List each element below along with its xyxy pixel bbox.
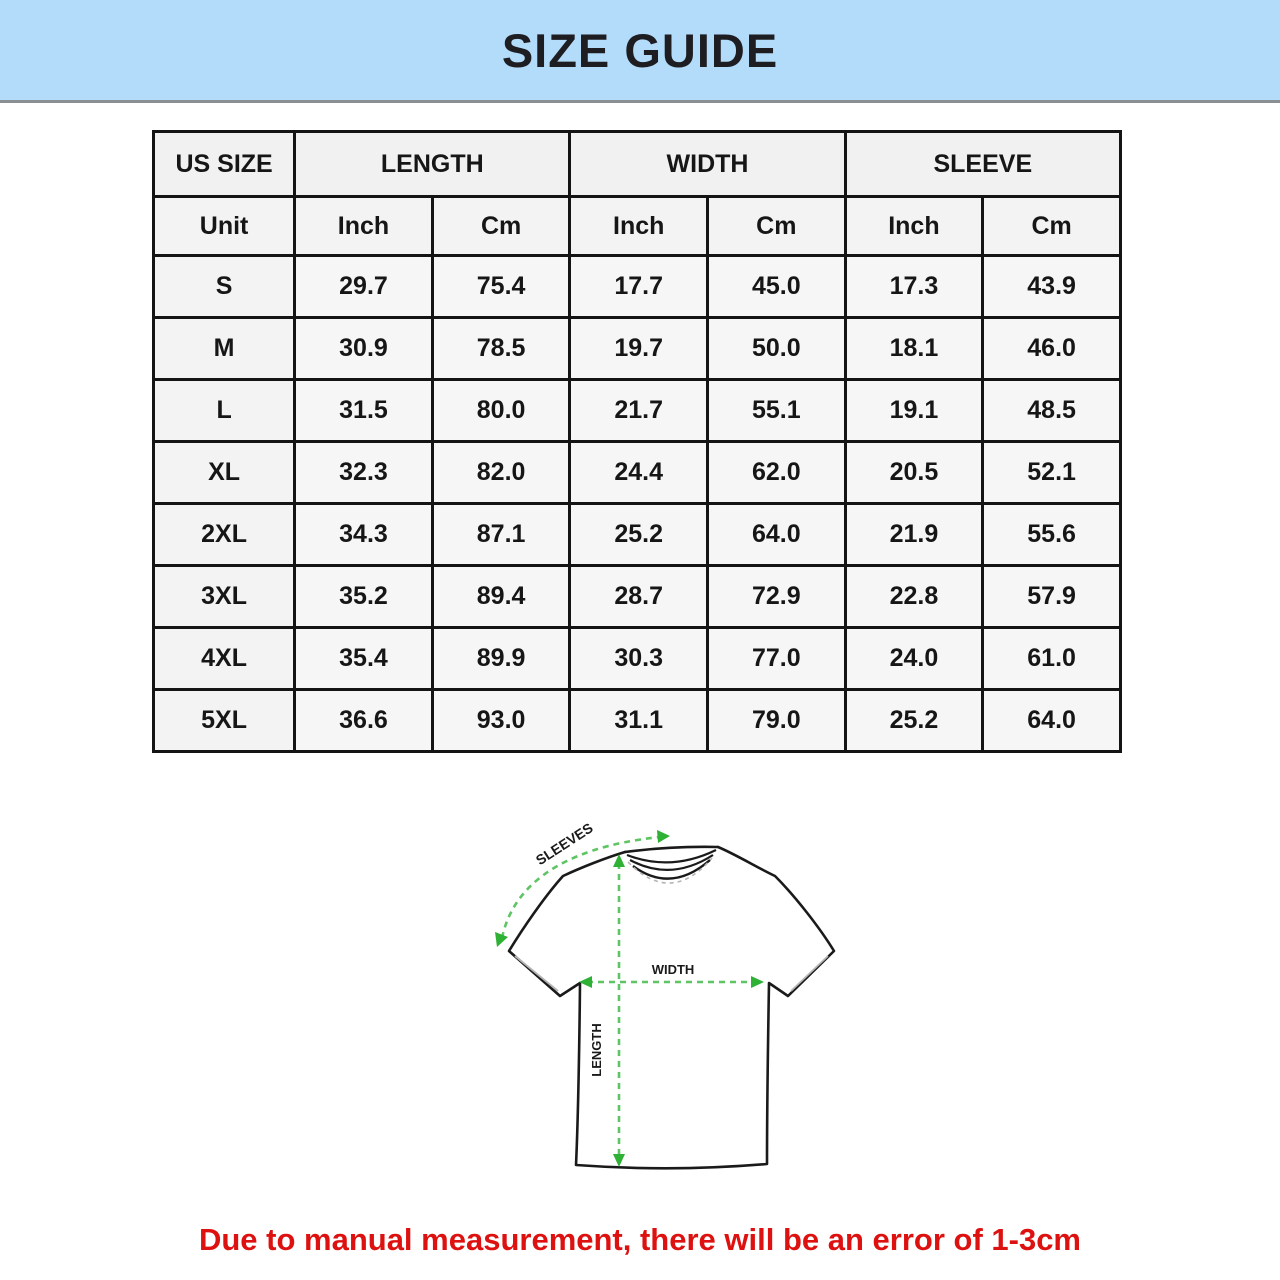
- table-row-2xl: [154, 504, 1121, 566]
- cell-value: 25.2: [570, 504, 708, 566]
- cell-value: 21.7: [570, 380, 708, 442]
- sleeve-inch-header: Inch: [845, 197, 983, 256]
- cell-value: 36.6: [295, 690, 433, 752]
- cell-value: 78.5: [432, 318, 570, 380]
- sleeves-arrowhead-top: [657, 830, 670, 843]
- cell-value: 17.3: [845, 256, 983, 318]
- column-header-sleeve: SLEEVE: [845, 132, 1120, 197]
- sleeves-arrowhead-bottom: [495, 932, 508, 947]
- table-row-m: [154, 318, 1121, 380]
- cell-value: 43.9: [983, 256, 1121, 318]
- table-row-xl: [154, 442, 1121, 504]
- cell-value: 19.1: [845, 380, 983, 442]
- column-header-length: LENGTH: [295, 132, 570, 197]
- cell-value: 46.0: [983, 318, 1121, 380]
- sleeve-cm-header: Cm: [983, 197, 1121, 256]
- cell-value: 21.9: [845, 504, 983, 566]
- cell-value: 24.4: [570, 442, 708, 504]
- cell-value: 64.0: [708, 504, 846, 566]
- cell-value: 28.7: [570, 566, 708, 628]
- measurement-disclaimer: Due to manual measurement, there will be an error of 1-3cm: [198, 1222, 1082, 1257]
- cell-value: 82.0: [432, 442, 570, 504]
- size-guide-banner: [0, 0, 1280, 103]
- column-header-us-size: US SIZE: [154, 132, 295, 197]
- cell-value: 79.0: [708, 690, 846, 752]
- cell-value: 89.9: [432, 628, 570, 690]
- cell-value: 87.1: [432, 504, 570, 566]
- table-row-l: [154, 380, 1121, 442]
- cell-value: 24.0: [845, 628, 983, 690]
- cell-value: 55.1: [708, 380, 846, 442]
- cell-value: 35.2: [295, 566, 433, 628]
- tshirt-outline: [509, 847, 834, 1168]
- cell-value: 19.7: [570, 318, 708, 380]
- cell-value: 64.0: [983, 690, 1121, 752]
- cell-value: 62.0: [708, 442, 846, 504]
- column-header-width: WIDTH: [570, 132, 845, 197]
- size-label: 4XL: [154, 628, 295, 690]
- length-inch-header: Inch: [295, 197, 433, 256]
- cell-value: 80.0: [432, 380, 570, 442]
- tshirt-measurement-diagram: [440, 800, 900, 1220]
- tshirt-diagram-svg: [440, 800, 900, 1220]
- cell-value: 29.7: [295, 256, 433, 318]
- cell-value: 25.2: [845, 690, 983, 752]
- table-row-3xl: [154, 566, 1121, 628]
- size-label: L: [154, 380, 295, 442]
- width-cm-header: Cm: [708, 197, 846, 256]
- size-label: 3XL: [154, 566, 295, 628]
- size-chart-table: [152, 130, 1122, 753]
- size-label: S: [154, 256, 295, 318]
- size-label: 5XL: [154, 690, 295, 752]
- sleeves-label: SLEEVES: [532, 819, 596, 869]
- cell-value: 57.9: [983, 566, 1121, 628]
- cell-value: 34.3: [295, 504, 433, 566]
- table-unit-header-row: [154, 197, 1121, 256]
- cell-value: 50.0: [708, 318, 846, 380]
- cell-value: 77.0: [708, 628, 846, 690]
- length-label: LENGTH: [589, 1023, 604, 1077]
- cell-value: 32.3: [295, 442, 433, 504]
- cell-value: 48.5: [983, 380, 1121, 442]
- cell-value: 22.8: [845, 566, 983, 628]
- size-label: 2XL: [154, 504, 295, 566]
- cell-value: 55.6: [983, 504, 1121, 566]
- cell-value: 35.4: [295, 628, 433, 690]
- cell-value: 31.1: [570, 690, 708, 752]
- cell-value: 93.0: [432, 690, 570, 752]
- cell-value: 20.5: [845, 442, 983, 504]
- length-cm-header: Cm: [432, 197, 570, 256]
- cell-value: 45.0: [708, 256, 846, 318]
- cell-value: 17.7: [570, 256, 708, 318]
- cell-value: 18.1: [845, 318, 983, 380]
- table-row-s: [154, 256, 1121, 318]
- size-label: XL: [154, 442, 295, 504]
- width-label: WIDTH: [651, 962, 695, 977]
- cell-value: 75.4: [432, 256, 570, 318]
- table-row-4xl: [154, 628, 1121, 690]
- cell-value: 52.1: [983, 442, 1121, 504]
- table-row-5xl: [154, 690, 1121, 752]
- cell-value: 72.9: [708, 566, 846, 628]
- table-group-header-row: [154, 132, 1121, 197]
- cell-value: 31.5: [295, 380, 433, 442]
- width-inch-header: Inch: [570, 197, 708, 256]
- unit-label: Unit: [154, 197, 295, 256]
- page-title: SIZE GUIDE: [501, 23, 779, 77]
- size-label: M: [154, 318, 295, 380]
- cell-value: 61.0: [983, 628, 1121, 690]
- cell-value: 30.9: [295, 318, 433, 380]
- cell-value: 89.4: [432, 566, 570, 628]
- cell-value: 30.3: [570, 628, 708, 690]
